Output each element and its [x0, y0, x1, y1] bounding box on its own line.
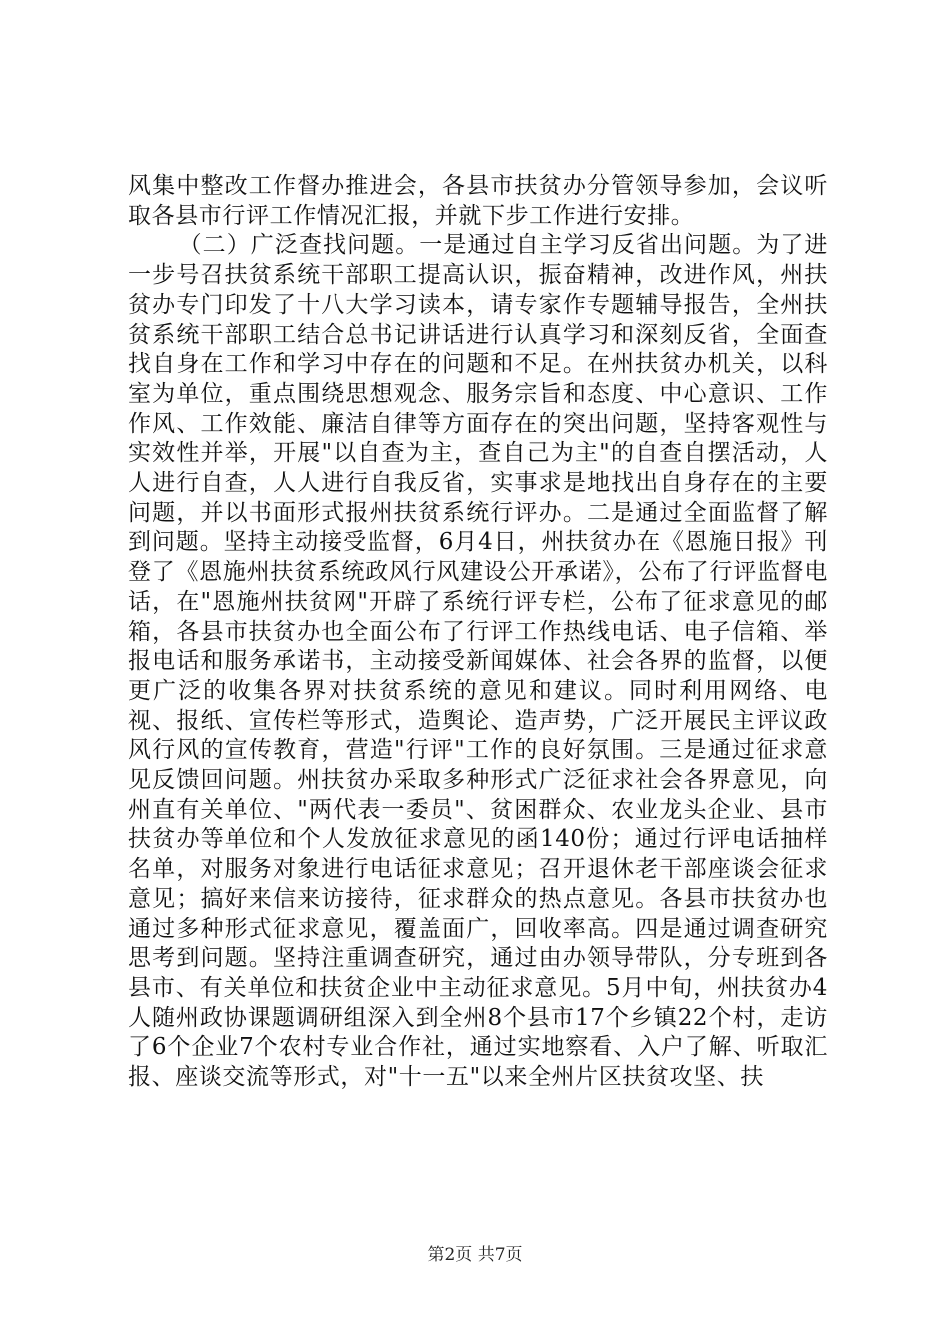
page-number-footer: 第2页 共7页 — [427, 1245, 523, 1265]
paragraph-1: 风集中整改工作督办推进会，各县市扶贫办分管领导参加，会议听取各县市行评工作情况汇报，并就下步工作进行安排。 — [128, 173, 828, 229]
document-body — [128, 172, 828, 1093]
paragraph-2: （二）广泛查找问题。一是通过自主学习反省出问题。为了进一步号召扶贫系统干部职工提高认识，振奋精神，改进作风，州扶贫办专门印发了十八大学习读本，请专家作专题辅导报告，全州扶贫系统干部职工结合总书记讲话进行认真学习和深刻反省，全面查找自身在工作和学习中存在的问题和不足。在州扶贫办机关，以科室为单位，重点围绕思想观念、服务宗旨和态度、中心意识、工作作风、工作效能、廉洁自律等方面存在的突出问题，坚持客观性与实效性并举，开展"以自查为主，查自己为主"的自查自摆活动，人人进行自查，人人进行自我反省，实事求是地找出自身存在的主要问题，并以书面形式报州扶贫系统行评办。二是通过全面监督了解到问题。坚持主动接受监督，6月4日，州扶贫办在《恩施日报》刊登了《恩施州扶贫系统政风行风建设公开承诺》，公布了行评监督电话，在"恩施州扶贫网"开辟了系统行评专栏，公布了征求意见的邮箱，各县市扶贫办也全面公布了行评工作热线电话、电子信箱、举报电话和服务承诺书，主动接受新闻媒体、社会各界的监督，以便更广泛的收集各界对扶贫系统的意见和建议。同时利用网络、电视、报纸、宣传栏等形式，造舆论、造声势，广泛开展民主评议政风行风的宣传教育，营造"行评"工作的良好氛围。三是通过征求意见反馈回问题。州扶贫办采取多种形式广泛征求社会各界意见，向州直有关单位、"两代表一委员"、贫困群众、农业龙头企业、县市扶贫办等单位和个人发放征求意见的函140份；通过行评电话抽样名单，对服务对象进行电话征求意见；召开退休老干部座谈会征求意见；搞好来信来访接待，征求群众的热点意见。各县市扶贫办也通过多种形式征求意见，覆盖面广，回收率高。四是通过调查研究思考到问题。坚持注重调查研究，通过由办领导带队，分专班到各县市、有关单位和扶贫企业中主动征求意见。5月中旬，州扶贫办4人随州政协课题调研组深入到全州8个县市17个乡镇22个村，走访了6个企业7个农村专业合作社，通过实地察看、入户了解、听取汇报、座谈交流等形式，对"十一五"以来全州片区扶贫攻坚、扶 — [128, 232, 828, 1091]
